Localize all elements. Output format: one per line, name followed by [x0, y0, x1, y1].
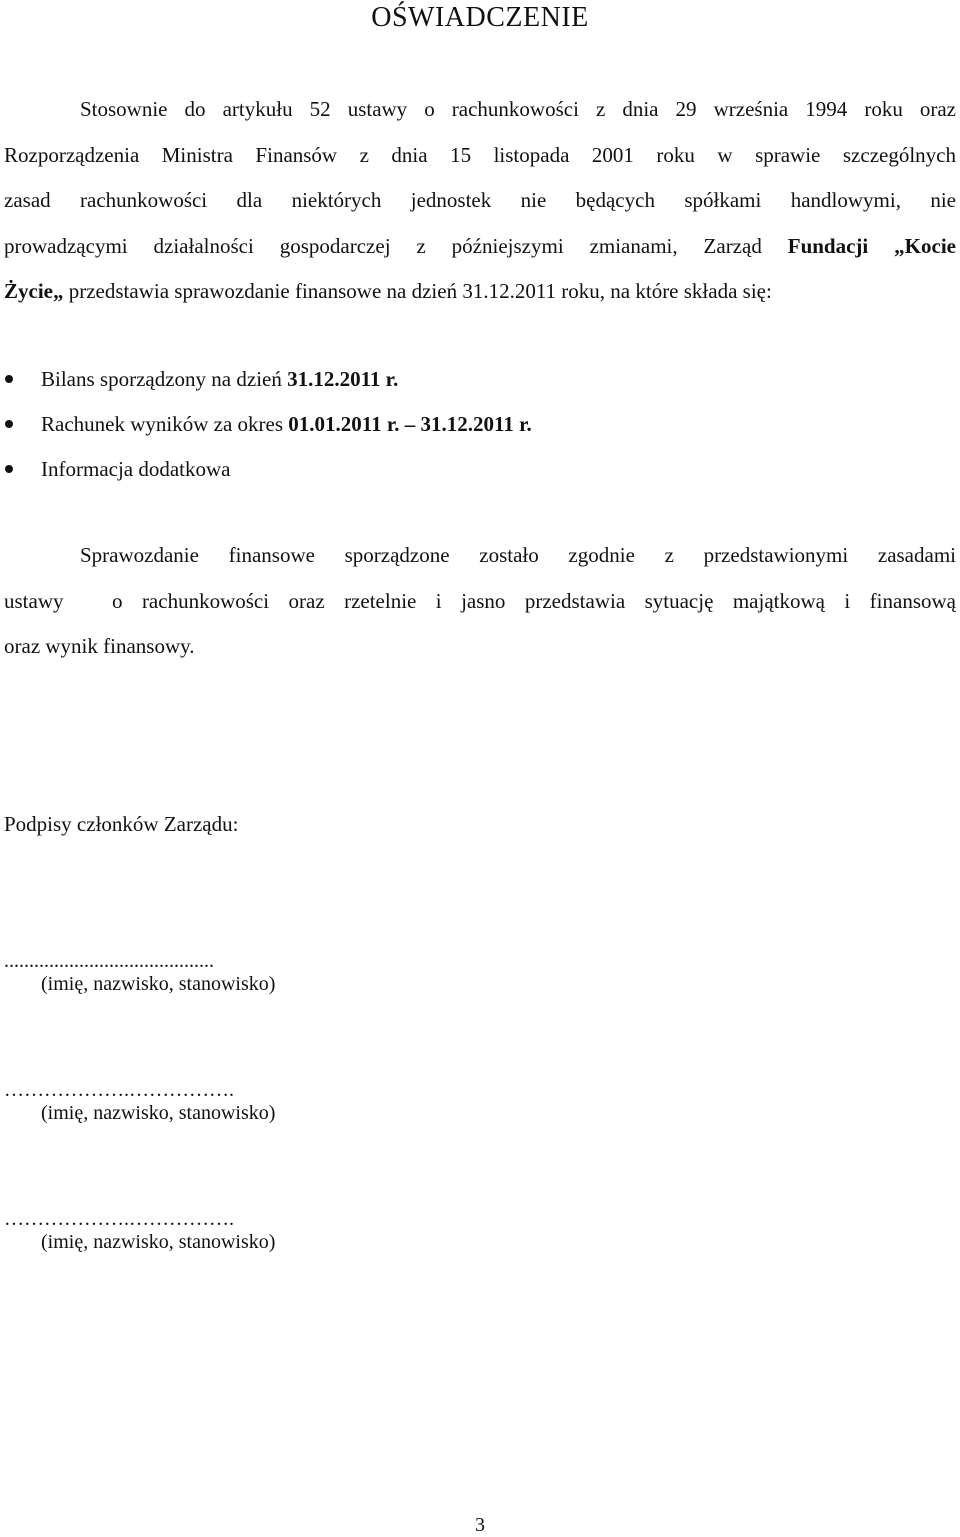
list-item: [0, 404, 960, 449]
intro-line: [4, 269, 956, 315]
statement-line: Sprawozdanie finansowe sporządzone zostało zgodnie z przedstawionymi zasadami: [80, 543, 956, 567]
intro-line-text: przedstawia sprawozdanie finansowe na dzień 31.12.2011 roku, na które składa się:: [63, 279, 772, 303]
page-number: 3: [475, 1514, 485, 1536]
list-item: [0, 359, 960, 404]
signature-caption: (imię, nazwisko, stanowisko): [41, 1102, 276, 1124]
signature-caption: (imię, nazwisko, stanowisko): [41, 1231, 276, 1253]
list-item-text: Rachunek wyników za okres: [41, 412, 289, 436]
signature-line: ..........................................: [4, 950, 214, 972]
list-item-text: Bilans sporządzony na dzień: [41, 367, 288, 391]
signature-line: ……………….…………….: [4, 1079, 234, 1101]
intro-line-text: prowadzącymi działalności gospodarczej z późniejszymi zmianami, Zarząd: [4, 233, 788, 258]
intro-line: [4, 224, 956, 270]
signatures-label: Podpisy członków Zarządu:: [4, 812, 239, 836]
statement-line-right: o rachunkowości oraz rzetelnie i jasno przedstawia sytuację majątkową i finansową: [112, 588, 956, 613]
statement-line-left: ustawy: [4, 588, 64, 613]
foundation-name: Fundacji „Kocie: [787, 233, 956, 258]
list-item-text: Informacja dodatkowa: [41, 457, 231, 481]
foundation-name-cont: Życie„: [4, 279, 64, 303]
intro-paragraph: [4, 87, 956, 315]
list-item-date: 01.01.2011 r. – 31.12.2011 r.: [288, 412, 532, 436]
document-title: OŚWIADCZENIE: [371, 2, 589, 33]
signature-line: ……………….…………….: [4, 1208, 234, 1230]
intro-line: Rozporządzenia Ministra Finansów z dnia 15 listopada 2001 roku w sprawie szczególnych: [4, 142, 956, 167]
report-components-list: [0, 359, 960, 494]
list-item: [0, 449, 960, 494]
intro-line: Stosownie do artykułu 52 ustawy o rachunkowości z dnia 29 września 1994 roku oraz: [80, 97, 956, 121]
statement-line: [4, 579, 956, 625]
bullet-icon: [5, 465, 13, 473]
bullet-icon: [5, 420, 13, 428]
bullet-icon: [5, 375, 13, 383]
list-item-date: 31.12.2011 r.: [287, 367, 399, 391]
statement-paragraph: [4, 533, 956, 670]
statement-line: oraz wynik finansowy.: [4, 634, 195, 658]
signature-caption: (imię, nazwisko, stanowisko): [41, 973, 276, 995]
intro-line: zasad rachunkowości dla niektórych jednostek nie będących spółkami handlowymi, nie: [4, 188, 956, 212]
